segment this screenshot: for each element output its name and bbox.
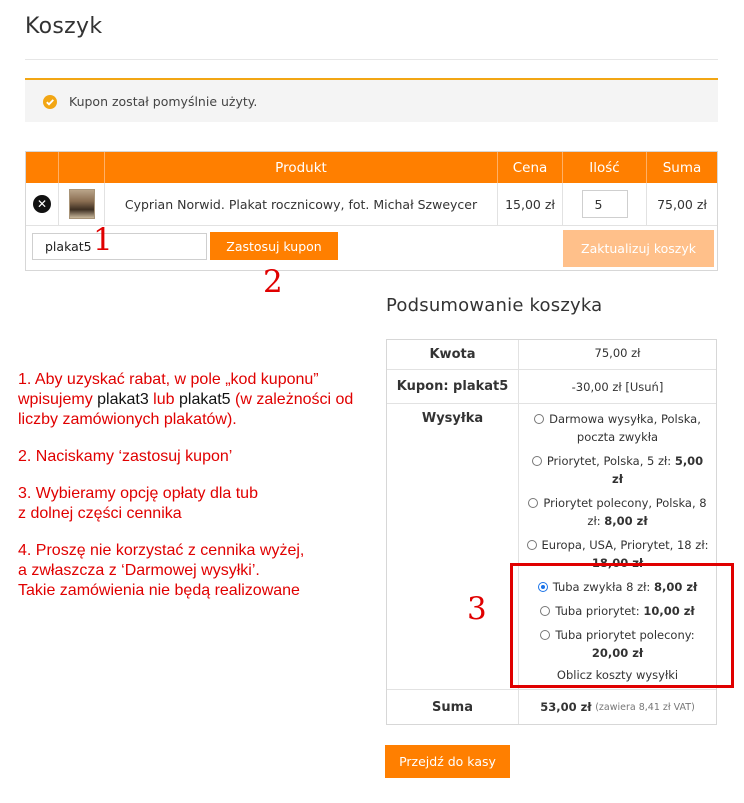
success-notice: [25, 78, 718, 122]
quantity-input[interactable]: [582, 190, 628, 218]
coupon-label: Kupon: plakat5: [387, 370, 519, 403]
shipping-option-priority-registered[interactable]: Priorytet polecony, Polska, 8 zł: 8,00 zł: [519, 494, 716, 530]
cart-summary-title: Podsumowanie koszyka: [386, 295, 603, 316]
coupon-discount-value: -30,00 zł: [571, 379, 622, 394]
annotation-highlight-box: [510, 563, 734, 688]
shipping-option-tube-priority-registered[interactable]: Tuba priorytet polecony: 20,00 zł: [519, 626, 716, 662]
instruction-1: 1. Aby uzyskać rabat, w pole „kod kuponu” wpisujemy plakat3 lub plakat5 (w zależności od liczby zamówionych plakatów).: [18, 371, 354, 428]
instruction-2: 2. Naciskamy ‘zastosuj kupon’: [18, 448, 233, 465]
cart-header-row: [26, 152, 717, 183]
notice-text: Kupon został pomyślnie użyty.: [69, 94, 258, 109]
total-value: 53,00 zł: [540, 700, 592, 714]
instructions-text: [18, 370, 373, 618]
apply-coupon-button[interactable]: Zastosuj kupon: [210, 232, 338, 260]
annotation-step-3: 3: [467, 591, 487, 627]
remove-coupon-link[interactable]: [Usuń]: [625, 379, 664, 394]
instruction-4: 4. Proszę nie korzystać z cennika wyżej, a zwłaszcza z ‘Darmowej wysyłki’. Takie zamówienia nie będą realizowane: [18, 542, 305, 599]
title-divider: [25, 59, 718, 60]
item-total: 75,00 zł: [657, 196, 707, 212]
coupon-row: [387, 370, 716, 404]
coupon-code-input[interactable]: [32, 233, 207, 260]
update-cart-button[interactable]: Zaktualizuj koszyk: [563, 230, 714, 267]
cart-actions: [26, 226, 717, 270]
header-price: Cena: [498, 152, 563, 183]
radio-icon[interactable]: [532, 456, 542, 466]
shipping-option-priority[interactable]: Priorytet, Polska, 5 zł: 5,00 zł: [519, 452, 716, 488]
shipping-option-europe-usa[interactable]: Europa, USA, Priorytet, 18 zł: 18,00 zł: [519, 536, 716, 572]
header-qty: Ilość: [563, 152, 647, 183]
subtotal-row: [387, 340, 716, 370]
radio-icon[interactable]: [534, 414, 544, 424]
calculate-shipping-link[interactable]: Oblicz koszty wysyłki: [556, 668, 679, 682]
total-row: [387, 690, 716, 724]
item-price: 15,00 zł: [498, 183, 563, 225]
instruction-3: 3. Wybieramy opcję opłaty dla tub z dolnej części cennika: [18, 485, 258, 522]
cart-item-row: [26, 183, 717, 226]
page-title: Koszyk: [25, 14, 103, 39]
total-label: Suma: [387, 690, 519, 724]
header-total: Suma: [662, 159, 702, 176]
product-name-link[interactable]: Cyprian Norwid. Plakat rocznicowy, fot. Michał Szweycer: [105, 183, 498, 225]
header-thumbnail: [59, 152, 105, 183]
remove-item-icon[interactable]: ✕: [33, 195, 51, 213]
radio-icon[interactable]: [527, 540, 537, 550]
annotation-step-1: 1: [93, 222, 113, 258]
subtotal-value: 75,00 zł: [594, 346, 641, 360]
vat-note: (zawiera 8,41 zł VAT): [595, 701, 695, 713]
shipping-option-tube-standard[interactable]: Tuba zwykła 8 zł: 8,00 zł: [519, 578, 716, 596]
annotation-step-2: 2: [263, 264, 283, 300]
subtotal-label: Kwota: [387, 340, 519, 369]
header-product: Produkt: [105, 152, 498, 183]
cart-table: [25, 151, 718, 271]
check-circle-icon: [43, 95, 57, 109]
shipping-option-tube-priority[interactable]: Tuba priorytet: 10,00 zł: [519, 602, 716, 620]
product-thumbnail[interactable]: [69, 189, 95, 219]
header-remove: [26, 152, 59, 183]
radio-icon[interactable]: [528, 498, 538, 508]
proceed-to-checkout-button[interactable]: Przejdź do kasy: [385, 745, 510, 778]
shipping-option-free[interactable]: Darmowa wysyłka, Polska, poczta zwykła: [519, 410, 716, 446]
shipping-label: Wysyłka: [387, 404, 519, 689]
